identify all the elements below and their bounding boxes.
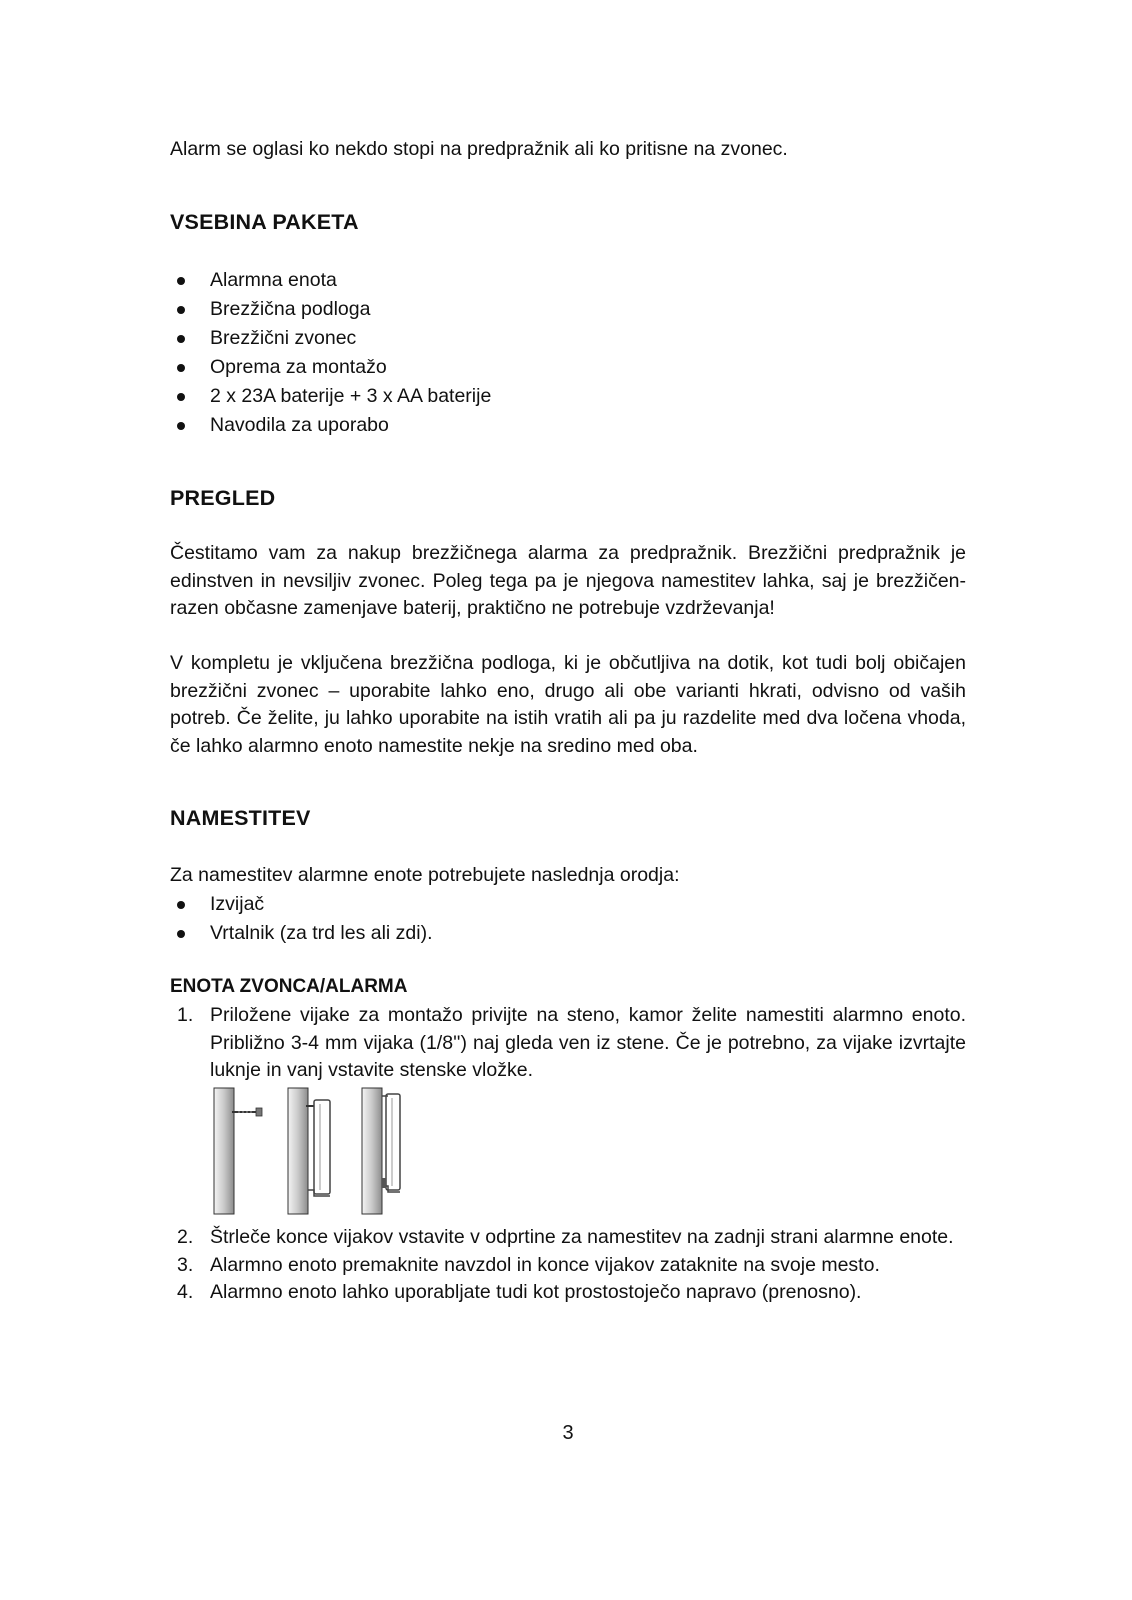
unit-mounted-figure	[362, 1088, 400, 1214]
step-number: 2.	[177, 1226, 194, 1248]
intro-text: Alarm se oglasi ko nekdo stopi na predpražnik ali ko pritisne na zvonec.	[170, 138, 788, 160]
overview-paragraph-2: V kompletu je vključena brezžična podloga, ki je občutljiva na dotik, kot tudi bolj običajen brezžični zvonec – uporabite lahko eno, drugo ali obe varianti hkrati, odvisno od vaših potreb. Če želite, ju lahko uporabite na istih vratih ali pa ju razdelite med dva ločena vhoda, če lahko alarmno enoto namestite nekje na sredino med oba.	[170, 652, 966, 757]
list-item: Oprema za montažo	[170, 353, 966, 382]
list-item: Navodila za uporabo	[170, 411, 966, 440]
step-text: Alarmno enoto premaknite navzdol in konce vijakov zataknite na svoje mesto.	[210, 1253, 880, 1276]
installation-intro: Za namestitev alarmne enote potrebujete naslednja orodja:	[170, 864, 680, 886]
steps-list-1	[170, 1002, 966, 1085]
step-item	[170, 1252, 966, 1280]
package-list	[170, 266, 966, 440]
steps-list-2	[170, 1224, 966, 1307]
tools-list	[170, 890, 966, 948]
step-item	[170, 1224, 966, 1252]
list-item: Alarmna enota	[170, 266, 966, 295]
page-number: 3	[562, 1422, 574, 1444]
step-text: Priložene vijake za montažo privijte na steno, kamor želite namestiti alarmno enoto. Približno 3-4 mm vijaka (1/8'') naj gleda ven iz stene. Če je potrebno, za vijake izvrtajte luknje in vanj vstavite stenske vložke.	[210, 1004, 966, 1081]
step-number: 1.	[177, 1004, 194, 1026]
list-item: 2 x 23A baterije + 3 x AA baterije	[170, 382, 966, 411]
step-item	[170, 1002, 966, 1085]
step-number: 3.	[177, 1253, 194, 1276]
overview-heading: PREGLED	[170, 486, 276, 510]
list-item: Brezžični zvonec	[170, 324, 966, 353]
alarm-unit-subheading: ENOTA ZVONCA/ALARMA	[170, 976, 408, 997]
mounting-illustration	[212, 1086, 422, 1216]
wall-with-screw-figure	[214, 1088, 262, 1214]
step-number: 4.	[177, 1281, 194, 1303]
step-text: Štrleče konce vijakov vstavite v odprtine za namestitev na zadnji strani alarmne enote.	[210, 1226, 954, 1248]
unit-hanging-figure	[288, 1088, 330, 1214]
installation-heading: NAMESTITEV	[170, 806, 311, 830]
list-item: Brezžična podloga	[170, 295, 966, 324]
step-item	[170, 1279, 966, 1307]
overview-paragraph-1: Čestitamo vam za nakup brezžičnega alarma za predpražnik. Brezžični predpražnik je edinstven in nevsiljiv zvonec. Poleg tega pa je njegova namestitev lahka, saj je brezžičen- razen občasne zamenjave baterij, praktično ne potrebuje vzdrževanja!	[170, 542, 966, 619]
step-text: Alarmno enoto lahko uporabljate tudi kot prostostoječo napravo (prenosno).	[210, 1281, 862, 1303]
list-item: Izvijač	[170, 890, 966, 919]
list-item: Vrtalnik (za trd les ali zdi).	[170, 919, 966, 948]
package-heading: VSEBINA PAKETA	[170, 210, 359, 234]
